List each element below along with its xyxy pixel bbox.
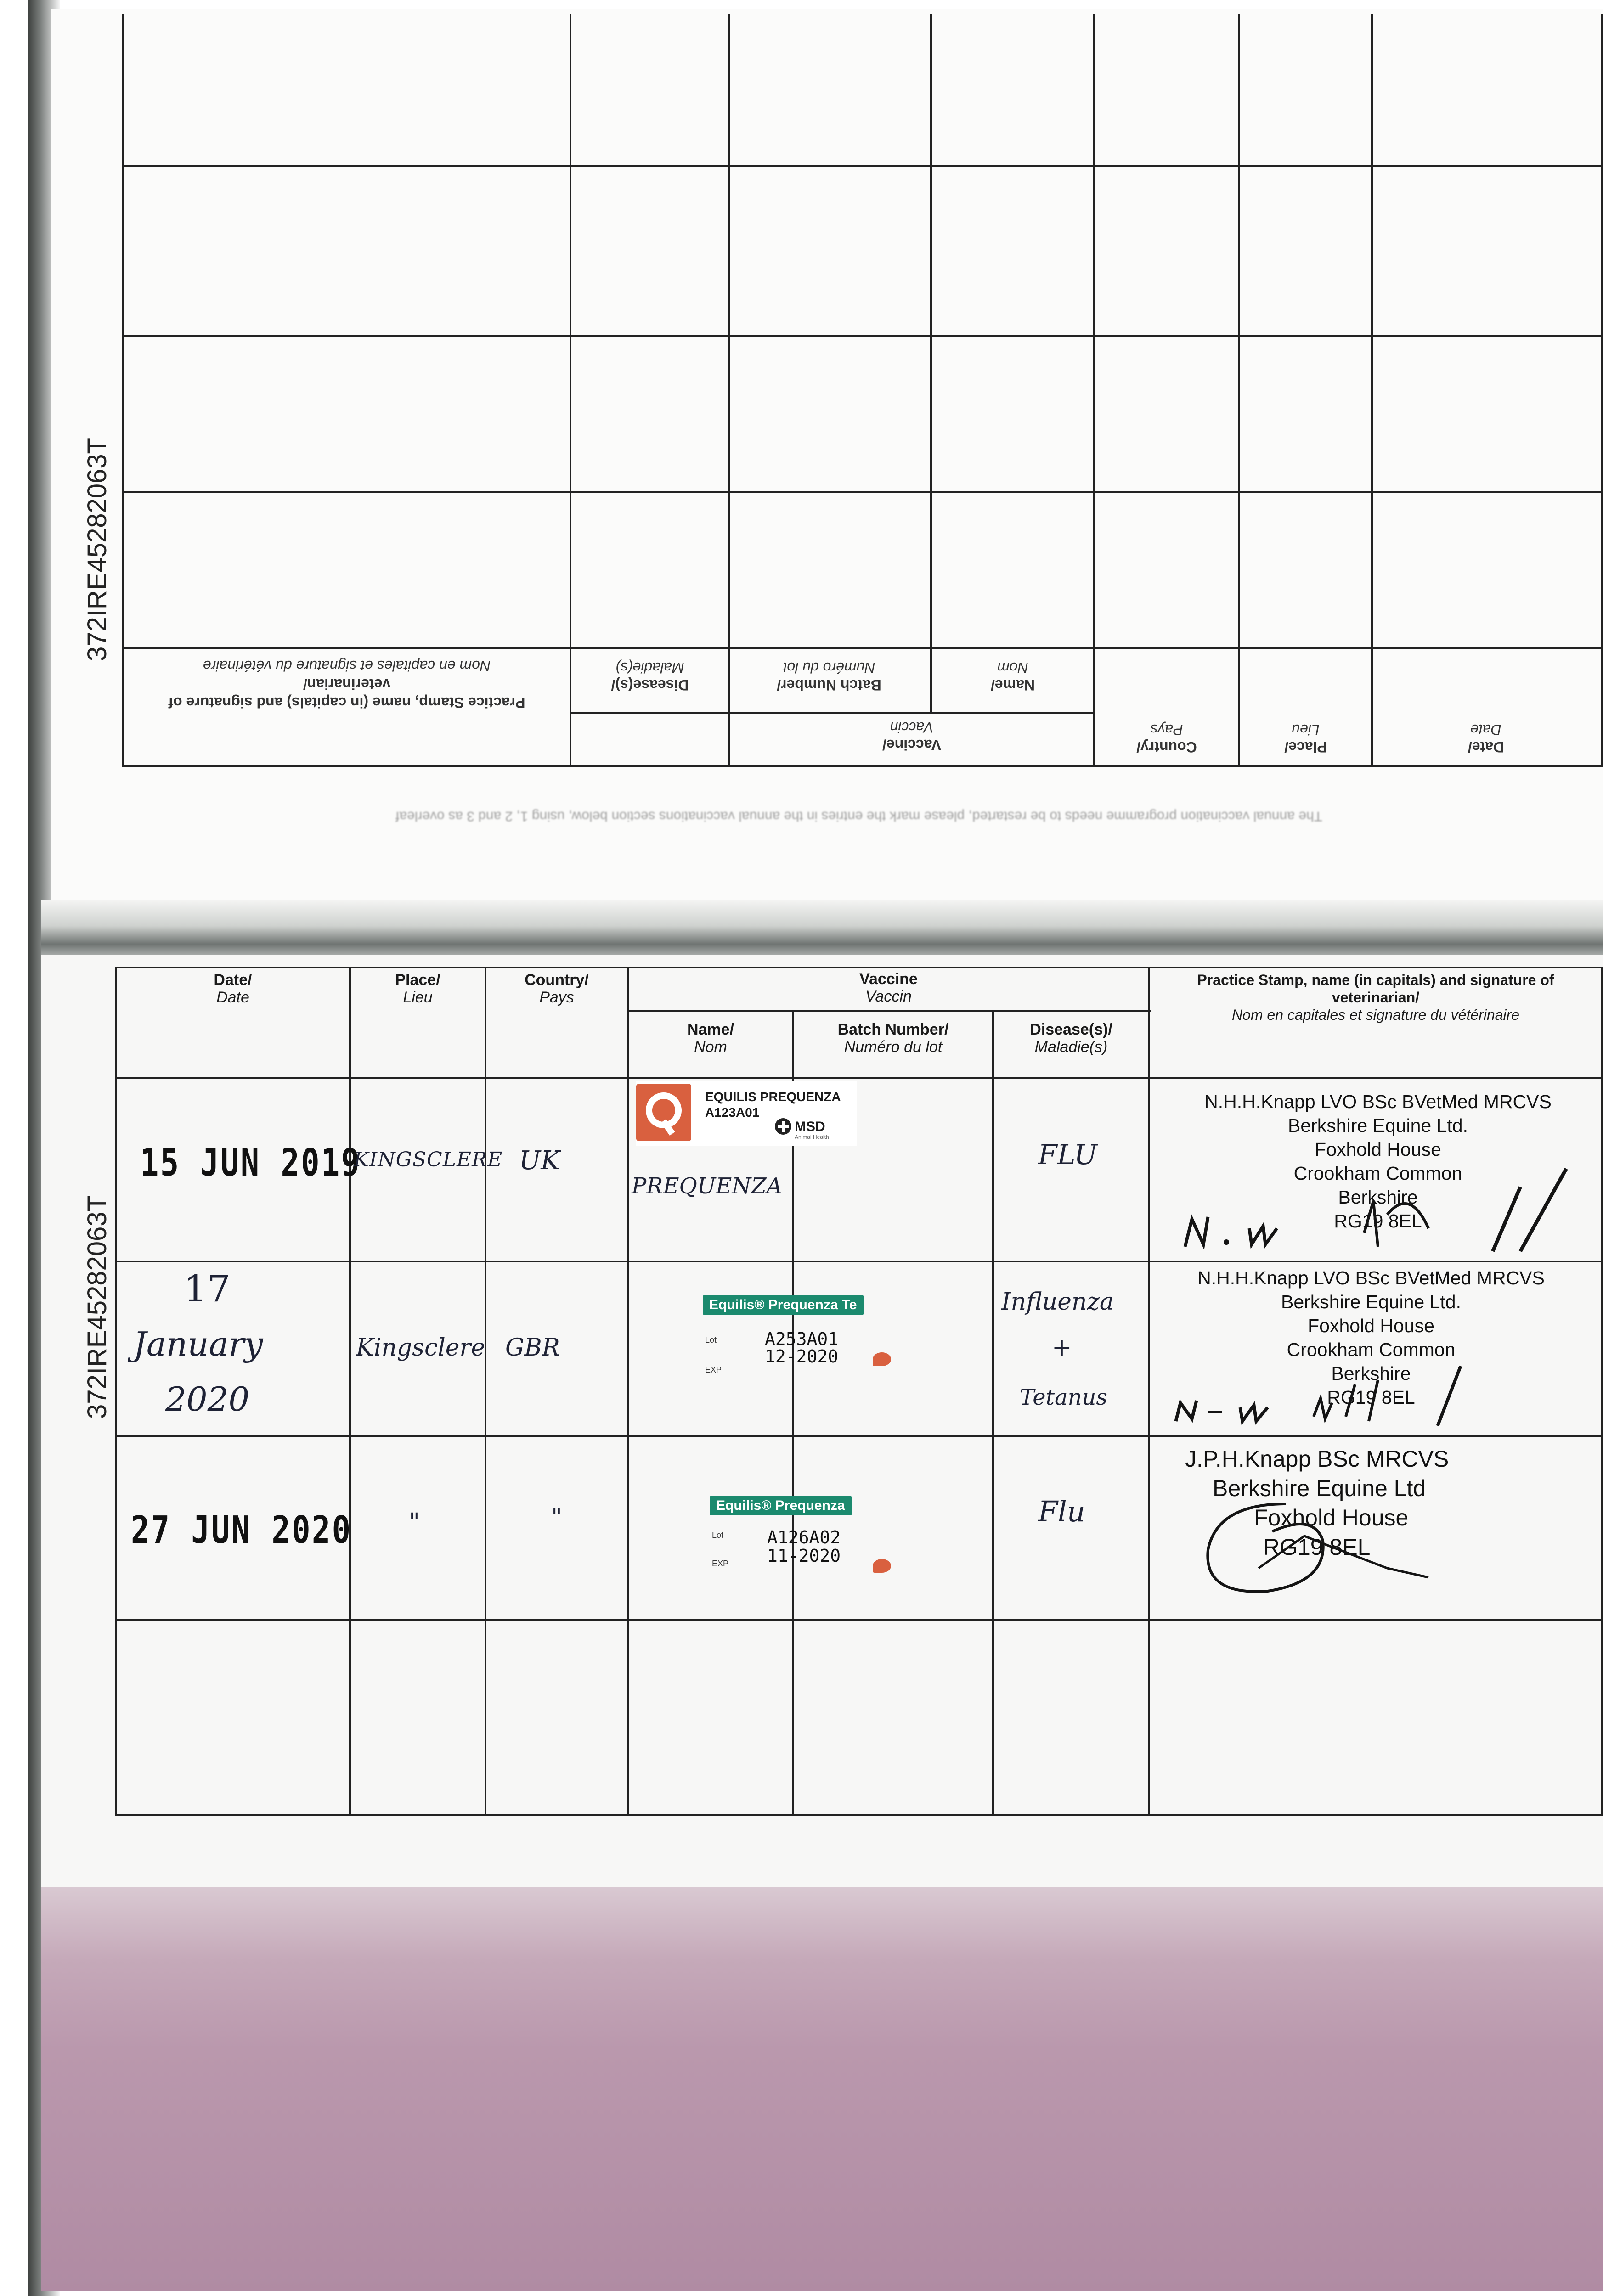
- row3-signature: [1190, 1486, 1511, 1605]
- upper-instruction-text: The annual vaccination programme needs to be restarted, please mark the entries in the annual vaccinations section below, using 1, 2 and 3 as overleaf: [395, 809, 1322, 824]
- header-country: Country/ Pays: [525, 971, 589, 1006]
- row2-date-day: 17: [184, 1267, 231, 1310]
- upper-header-disease: Disease(s)/ Maladie(s): [611, 659, 689, 693]
- row2-disease-line1: Influenza: [1001, 1288, 1114, 1316]
- row1-disease: FLU: [1038, 1139, 1097, 1171]
- header-diseases: Disease(s)/ Maladie(s): [1030, 1021, 1112, 1056]
- header-place: Place/ Lieu: [395, 971, 440, 1006]
- header-practice-stamp: Practice Stamp, name (in capitals) and signature of veterinarian/ Nom en capitales et signature du vétérinaire: [1197, 972, 1554, 1023]
- header-name: Name/ Nom: [687, 1021, 734, 1056]
- row1-vet-stamp: N.H.H.Knapp LVO BSc BVetMed MRCVS Berkshire Equine Ltd. Foxhold House Crookham Common Berkshire RG19 8EL: [1204, 1091, 1552, 1232]
- row1-batch-label: [636, 1081, 857, 1146]
- upper-header-country: Country/ Pays: [1136, 721, 1197, 755]
- row2-place: Kingsclere: [356, 1334, 485, 1362]
- row1-label-batch: A123A01: [705, 1105, 760, 1120]
- row2-signature: [1162, 1357, 1575, 1435]
- row3-label-batch: A126A02: [767, 1527, 841, 1548]
- row3-vet-stamp: J.P.H.Knapp BSc MRCVS Berkshire Equine Ltd Foxhold House RG19 8EL: [1185, 1446, 1449, 1560]
- upper-header-date: Date/ Date: [1468, 721, 1504, 755]
- row3-label-lot-key: Lot: [712, 1531, 724, 1540]
- row2-label-product: Equilis® Prequenza Te: [703, 1295, 864, 1315]
- upper-header-vaccine: Vaccine/ Vaccin: [882, 719, 942, 753]
- passport-cover: [41, 1887, 1603, 2291]
- row3-label-exp: 11-2020: [767, 1546, 841, 1566]
- header-batch-number: Batch Number/ Numéro du lot: [837, 1021, 949, 1056]
- row3-country-ditto: ": [551, 1504, 562, 1531]
- row1-signature: [1171, 1159, 1585, 1261]
- row2-country: GBR: [505, 1334, 560, 1362]
- msd-cross-icon: [774, 1117, 792, 1136]
- lower-vaccination-table: [115, 967, 1603, 1816]
- row1-place: KINGSCLERE: [354, 1148, 503, 1171]
- row2-disease-line2: +: [1052, 1334, 1072, 1362]
- row2-label-mark: [873, 1352, 891, 1366]
- passport-id-bottom: 372IRE45282063T: [82, 1195, 112, 1419]
- row2-disease-line3: Tetanus: [1020, 1384, 1108, 1410]
- row2-label-exp: 12-2020: [765, 1346, 839, 1367]
- row2-label-batch: A253A01: [765, 1329, 839, 1349]
- upper-vaccination-table: [122, 14, 1603, 767]
- row3-label-exp-key: EXP: [712, 1559, 729, 1568]
- row1-label-product: EQUILIS PREQUENZA: [705, 1090, 841, 1104]
- row1-date-stamp: 15 JUN 2019: [140, 1141, 361, 1185]
- row2-label-lot-key: Lot: [705, 1335, 717, 1345]
- row3-disease: Flu: [1038, 1495, 1085, 1528]
- row2-date-year: 2020: [165, 1380, 250, 1418]
- row3-place-ditto: ": [409, 1508, 420, 1536]
- upper-header-batch: Batch Number/ Numéro du lot: [777, 659, 881, 693]
- row3-date-stamp: 27 JUN 2020: [131, 1508, 352, 1552]
- row3-label-mark: [873, 1559, 891, 1573]
- header-vaccine: Vaccine Vaccin: [859, 970, 918, 1005]
- row1-vaccine-name: PREQUENZA: [632, 1173, 783, 1199]
- row2-vet-stamp: N.H.H.Knapp LVO BSc BVetMed MRCVS Berkshire Equine Ltd. Foxhold House Crookham Common Berkshire RG19 8EL: [1197, 1267, 1545, 1408]
- msd-q-logo: [636, 1084, 691, 1141]
- row2-label-exp-key: EXP: [705, 1365, 722, 1374]
- passport-id-top: 372IRE45282063T: [82, 438, 112, 661]
- row2-date-month: January: [133, 1325, 263, 1363]
- row1-label-maker-sub: Animal Health: [795, 1134, 829, 1140]
- upper-header-place: Place/ Lieu: [1284, 721, 1327, 755]
- header-date: Date/ Date: [214, 971, 252, 1006]
- upper-header-vet: Practice Stamp, name (in capitals) and signature of veterinarian/ Nom en capitales et signature du vétérinaire: [168, 658, 525, 711]
- row1-label-maker: MSD: [795, 1119, 825, 1134]
- upper-header-name: Name/ Nom: [990, 659, 1035, 693]
- row1-country: UK: [519, 1146, 560, 1176]
- row3-label-product: Equilis® Prequenza: [710, 1496, 852, 1515]
